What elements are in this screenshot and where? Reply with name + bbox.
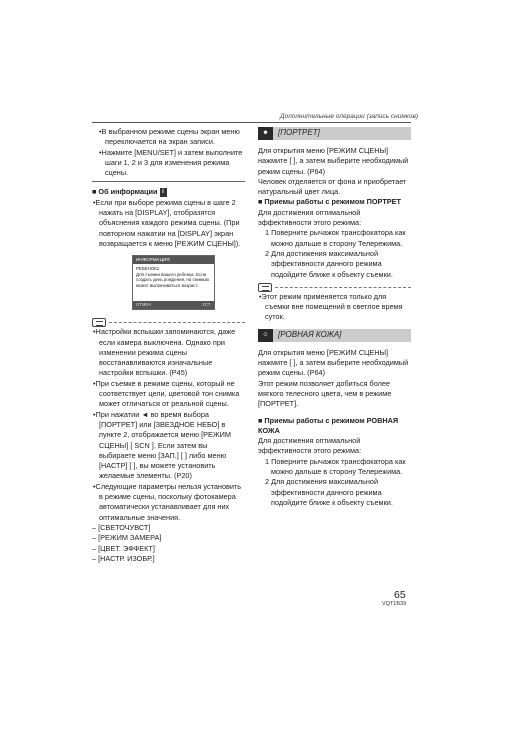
note-flash: •Настройки вспышки запоминаются, даже если камера выключена. Однако при изменении режима сцены восстанавливаются изначальные настройки вспышки. (P45) [93, 327, 236, 378]
right-column [258, 127, 411, 508]
param-list-item: – [СВЕТОЧУВСТ] [92, 522, 151, 532]
note-auto-params: •Следующие параметры нельзя установить в режиме сцены, поскольку фотокамера автоматически устанавливает для них оптимальные значения. [93, 481, 242, 522]
page-number: 65 [394, 589, 406, 601]
portrait-tips-heading: ■ Приемы работы с режимом ПОРТРЕТ [258, 197, 401, 207]
left-column [92, 127, 245, 564]
soft-skin-tip-1: 1 Поверните рычажок трансфокатора как можно дальше в сторону Телережима. [265, 456, 406, 477]
dashed-rule [275, 287, 411, 288]
soft-skin-tip-2: 2 Для достижения максимальной эффективности данного режима подойдите ближе к объекту съемки. [265, 477, 393, 507]
note-divider [258, 283, 411, 292]
info-heading [92, 187, 245, 197]
lcd-screen-illustration [132, 255, 215, 310]
intro-note-1: •В выбранном режиме сцены экран меню переключается на экран записи. [99, 127, 240, 147]
info-heading-text: ■ Об информации [92, 187, 158, 197]
dashed-rule [109, 322, 245, 323]
param-list-item: – [РЕЖИМ ЗАМЕРА] [92, 533, 162, 543]
soft-skin-title-bar [258, 329, 411, 342]
soft-skin-tips-heading: ■ Приемы работы с режимом РОВНАЯ КОЖА [258, 415, 399, 435]
soft-skin-title: [РОВНАЯ КОЖА] [278, 330, 342, 340]
note-divider [92, 318, 245, 327]
lcd-set-label: УСТ. [202, 302, 211, 308]
lcd-title: ИНФОРМАЦИЯ [133, 256, 214, 264]
lcd-cancel-label: ОТМЕН [136, 302, 152, 308]
portrait-scene-icon: ☻ [258, 127, 273, 140]
lcd-description: Для съемки вашего ребенка. Если создать день рождения, на снимках может высвечиваться возраст. [136, 271, 210, 289]
note-color-tone: •При съемке в режиме сцены, который не соответствует цели, цветовой тон снимка может отличаться от реальной сцены. [93, 378, 240, 409]
intro-note-2: •Нажмите [MENU/SET] и затем выполните шаги 1, 2 и 3 для изменения режима сцены. [99, 147, 243, 178]
lcd-bottom-bar [133, 301, 214, 309]
info-icon: i [160, 188, 167, 197]
note-icon [92, 318, 106, 327]
portrait-title: [ПОРТРЕТ] [278, 128, 320, 138]
portrait-tip-1: 1 Поверните рычажок трансфокатора как можно дальше в сторону Телережима. [265, 228, 406, 248]
note-menu-switch: •При нажатии ◄ во время выбора [ПОРТРЕТ] или [ЗВЕЗДНОЕ НЕБО] в пункте 2, отображается меню [РЕЖИМ СЦЕНЫ] [ SCN ]. Если затем вы выбираете меню [ЗАП.] [ ] либо меню [НАСТР] [ ], вы можете установить желаемые элементы. (P20) [93, 409, 231, 481]
soft-skin-tips-intro: Для достижения оптимальной эффективности этого режима: [258, 436, 362, 456]
document-code: VQT1B39 [382, 601, 407, 607]
portrait-note: •Этот режим применяется только для съемки вне помещений в светлое время суток. [259, 291, 403, 322]
lcd-body [133, 264, 214, 290]
running-header: Дополнительные операции (запись снимков) [280, 113, 419, 120]
soft-skin-scene-icon: ☺ [258, 329, 273, 342]
portrait-description: Человек отделяется от фона и приобретает натуральный цвет лица. [258, 176, 407, 197]
info-body: •Если при выборе режима сцены в шаге 2 нажать на [DISPLAY], отобразятся объяснения каждого режима сцены. (При повторном нажатии на [DISPLAY] экран возвращается к меню [РЕЖИМ СЦЕНЫ]). [93, 197, 241, 248]
header-rule [92, 122, 411, 123]
param-list-item: – [НАСТР. ИЗОБР.] [92, 553, 155, 563]
soft-skin-description: Этот режим позволяет добиться более мягкого телесного цвета, чем в режиме [ПОРТРЕТ]. [258, 378, 392, 409]
param-list-item: – [ЦВЕТ. ЭФФЕКТ] [92, 543, 155, 553]
portrait-title-bar [258, 127, 411, 140]
note-icon [258, 283, 272, 292]
portrait-open-menu: Для открытия меню [РЕЖИМ СЦЕНЫ] нажмите [ ], а затем выберите необходимый режим сцены. (P64) [258, 146, 409, 176]
portrait-tip-2: 2 Для достижения максимальной эффективности данного режима подойдите ближе к объекту съемки. [265, 248, 393, 279]
portrait-tips-intro: Для достижения оптимальной эффективности этого режима: [258, 207, 362, 228]
soft-skin-open-menu: Для открытия меню [РЕЖИМ СЦЕНЫ] нажмите [ ], а затем выберите необходимый режим сцены. (P64) [258, 347, 409, 378]
lcd-heading: РЕБЕНОК1 [136, 266, 160, 272]
section-divider [92, 181, 245, 182]
